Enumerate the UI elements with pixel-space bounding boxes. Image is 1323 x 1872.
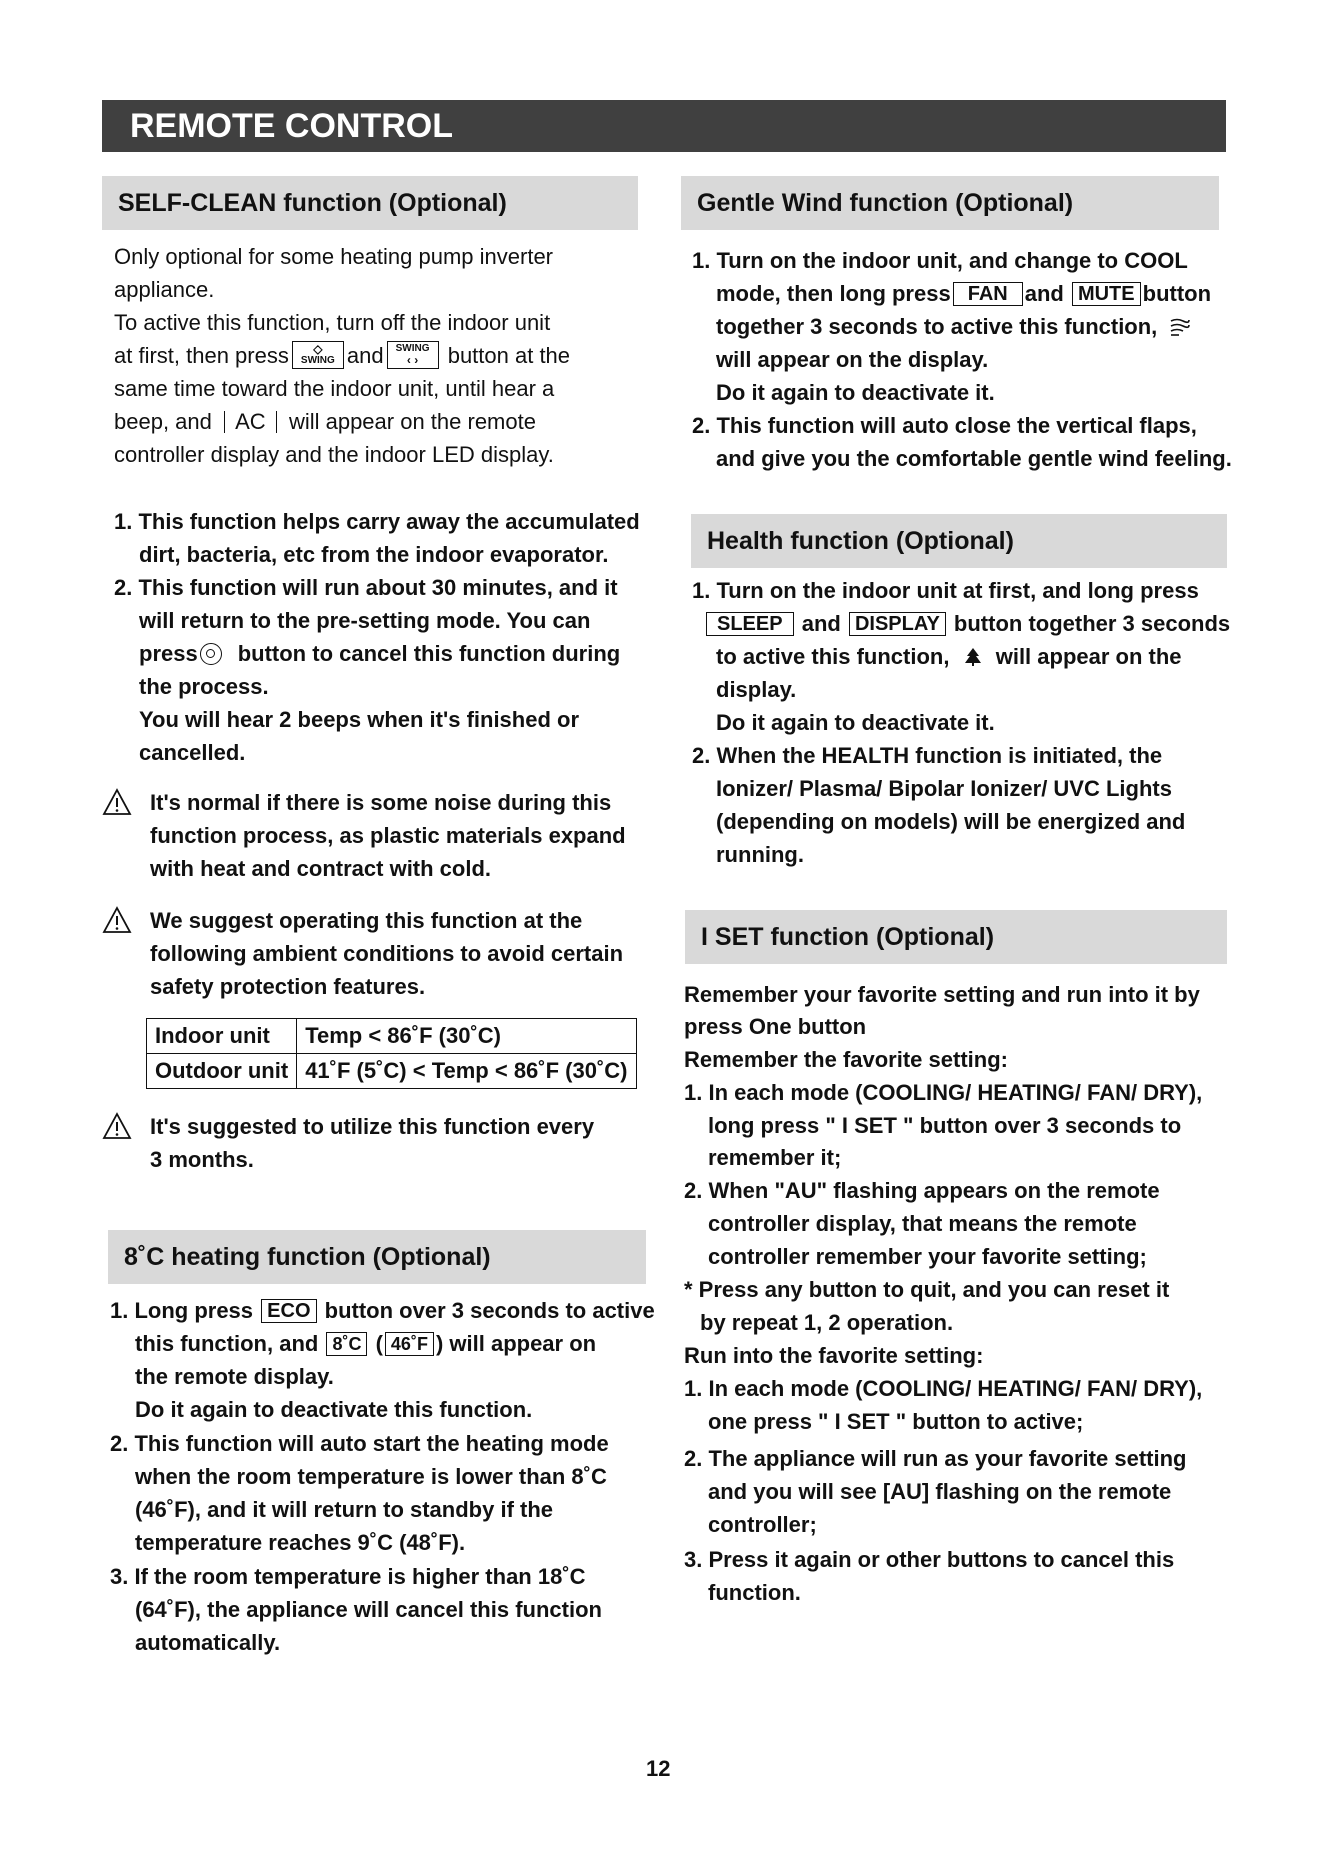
- heating-8c-line-3: the remote display.: [135, 1364, 334, 1389]
- 8c-display-symbol: 8˚C: [326, 1332, 367, 1356]
- health-line-9: running.: [716, 842, 804, 867]
- self-clean-intro-3: To active this function, turn off the indoor unit: [114, 310, 551, 335]
- text: will appear on the: [995, 644, 1182, 669]
- health-line-7: Ionizer/ Plasma/ Bipolar Ionizer/ UVC Lights: [716, 776, 1172, 801]
- iset-line-5: long press " I SET " button over 3 seconds to: [708, 1113, 1182, 1138]
- text: button at the: [447, 343, 571, 368]
- gentle-wind-line-2: [716, 277, 1211, 310]
- text: at first, then press: [114, 343, 289, 368]
- mute-button-label: MUTE: [1072, 282, 1141, 306]
- table-cell: Outdoor unit: [147, 1054, 297, 1089]
- self-clean-line-5: same time toward the indoor unit, until hear a: [114, 376, 555, 401]
- health-line-3: [716, 640, 1182, 673]
- text: button over 3 seconds to active: [324, 1298, 655, 1323]
- heating-8c-line-1: [110, 1294, 655, 1327]
- gentle-wind-line-6: 2. This function will auto close the vertical flaps,: [692, 413, 1197, 438]
- power-button-icon: [200, 643, 222, 665]
- table-cell: Indoor unit: [147, 1019, 297, 1054]
- health-tree-icon: [964, 647, 982, 667]
- self-clean-intro-1: Only optional for some heating pump inverter: [114, 244, 554, 269]
- iset-line-18: 3. Press it again or other buttons to cancel this: [684, 1547, 1175, 1572]
- display-button-label: DISPLAY: [849, 612, 946, 636]
- iset-line-4: 1. In each mode (COOLING/ HEATING/ FAN/ DRY),: [684, 1080, 1203, 1105]
- warning-1-line-3: with heat and contract with cold.: [150, 856, 492, 881]
- text: to active this function,: [716, 644, 950, 669]
- self-clean-item-1b: dirt, bacteria, etc from the indoor evaporator.: [139, 542, 609, 567]
- iset-line-19: function.: [708, 1580, 801, 1605]
- text: 1. Long press: [110, 1298, 254, 1323]
- gentle-wind-line-1: 1. Turn on the indoor unit, and change to COOL: [692, 248, 1188, 273]
- iset-line-9: controller remember your favorite setting;: [708, 1244, 1147, 1269]
- iset-line-15: 2. The appliance will run as your favorite setting: [684, 1446, 1187, 1471]
- text: and: [1024, 281, 1064, 306]
- warning-3-line-1: It's suggested to utilize this function every: [150, 1114, 595, 1139]
- heating-8c-line-5: 2. This function will auto start the heating mode: [110, 1431, 609, 1456]
- heating-8c-line-6: when the room temperature is lower than 8˚C: [135, 1464, 607, 1489]
- iset-heading: I SET function (Optional): [685, 910, 1227, 964]
- iset-line-6: remember it;: [708, 1145, 842, 1170]
- warning-triangle-icon: [102, 788, 132, 816]
- heating-8c-line-2: this function, and 8˚C ( 46˚F ) will appear on: [135, 1331, 597, 1356]
- gentle-wind-line-7: and give you the comfortable gentle wind feeling.: [716, 446, 1232, 471]
- iset-line-7: 2. When "AU" flashing appears on the remote: [684, 1178, 1160, 1203]
- gentle-wind-icon: [1169, 317, 1191, 337]
- iset-line-16: and you will see [AU] flashing on the remote: [708, 1479, 1172, 1504]
- self-clean-item-2b: will return to the pre-setting mode. You can: [139, 608, 591, 633]
- eco-button-label: ECO: [261, 1299, 316, 1323]
- self-clean-item-2: 2. This function will run about 30 minutes, and it: [114, 575, 618, 600]
- text: will appear on: [449, 1331, 597, 1356]
- text: beep, and: [114, 409, 212, 434]
- warning-3-line-2: 3 months.: [150, 1147, 254, 1172]
- ac-display-symbol: AC: [224, 411, 277, 433]
- health-line-4: display.: [716, 677, 797, 702]
- health-line-2: [704, 607, 1230, 640]
- gentle-wind-line-4: will appear on the display.: [716, 347, 989, 372]
- health-line-6: 2. When the HEALTH function is initiated, the: [692, 743, 1163, 768]
- gentle-wind-heading: Gentle Wind function (Optional): [681, 176, 1219, 230]
- text: this function, and: [135, 1331, 319, 1356]
- iset-line-13: 1. In each mode (COOLING/ HEATING/ FAN/ DRY),: [684, 1376, 1203, 1401]
- text: and: [801, 611, 841, 636]
- self-clean-item-2f: cancelled.: [139, 740, 246, 765]
- heating-8c-line-11: automatically.: [135, 1630, 281, 1655]
- swing-left-right-button-icon: SWING ‹ ›: [387, 341, 439, 369]
- fan-button-label: FAN: [953, 282, 1023, 306]
- iset-line-14: one press " I SET " button to active;: [708, 1409, 1084, 1434]
- iset-line-3: Remember the favorite setting:: [684, 1047, 1008, 1072]
- warning-2-line-3: safety protection features.: [150, 974, 426, 999]
- heating-8c-line-9: 3. If the room temperature is higher than 18˚C: [110, 1564, 586, 1589]
- heating-8c-line-8: temperature reaches 9˚C (48˚F).: [135, 1530, 466, 1555]
- text: mode, then long press: [716, 281, 951, 306]
- table-cell: 41˚F (5˚C) < Temp < 86˚F (30˚C): [297, 1054, 636, 1089]
- iset-line-1: Remember your favorite setting and run into it by: [684, 982, 1200, 1007]
- text: press: [139, 641, 198, 666]
- iset-line-2: press One button: [684, 1014, 867, 1039]
- gentle-wind-line-5: Do it again to deactivate it.: [716, 380, 995, 405]
- iset-line-17: controller;: [708, 1512, 817, 1537]
- table-row: [147, 1019, 637, 1054]
- self-clean-item-1: 1. This function helps carry away the accumulated: [114, 509, 640, 534]
- text: and: [346, 343, 384, 368]
- text: will appear on the remote: [288, 409, 536, 434]
- self-clean-heading: SELF-CLEAN function (Optional): [102, 176, 638, 230]
- table-cell: Temp < 86˚F (30˚C): [297, 1019, 636, 1054]
- health-line-5: Do it again to deactivate it.: [716, 710, 995, 735]
- warning-triangle-icon: [102, 906, 132, 934]
- 46f-display-symbol: 46˚F: [385, 1332, 434, 1356]
- iset-line-12: Run into the favorite setting:: [684, 1343, 984, 1368]
- heating-8c-line-7: (46˚F), and it will return to standby if the: [135, 1497, 554, 1522]
- heating-8c-heading: 8˚C heating function (Optional): [108, 1230, 646, 1284]
- iset-line-8: controller display, that means the remote: [708, 1211, 1137, 1236]
- self-clean-item-2d: the process.: [139, 674, 269, 699]
- self-clean-line-6: [114, 405, 536, 438]
- warning-2-line-1: We suggest operating this function at the: [150, 908, 583, 933]
- table-row: [147, 1054, 637, 1089]
- gentle-wind-line-3: [716, 310, 1191, 343]
- page-number: 12: [646, 1756, 671, 1781]
- text: button: [1142, 281, 1212, 306]
- text: button together 3 seconds: [953, 611, 1231, 636]
- text: together 3 seconds to active this function,: [716, 314, 1158, 339]
- warning-2-line-2: following ambient conditions to avoid certain: [150, 941, 624, 966]
- heating-8c-line-10: (64˚F), the appliance will cancel this function: [135, 1597, 602, 1622]
- health-line-1: 1. Turn on the indoor unit at first, and long press: [692, 578, 1199, 603]
- health-heading: Health function (Optional): [691, 514, 1227, 568]
- iset-line-11: by repeat 1, 2 operation.: [700, 1310, 954, 1335]
- swing-up-down-button-icon: ◇ SWING: [292, 341, 344, 369]
- self-clean-line-7: controller display and the indoor LED display.: [114, 442, 554, 467]
- sleep-button-label: SLEEP: [706, 612, 794, 636]
- self-clean-intro-2: appliance.: [114, 277, 215, 302]
- warning-1-line-1: It's normal if there is some noise during this: [150, 790, 612, 815]
- iset-line-10: * Press any button to quit, and you can reset it: [684, 1277, 1170, 1302]
- text: button to cancel this function during: [237, 641, 621, 666]
- warning-1-line-2: function process, as plastic materials expand: [150, 823, 626, 848]
- self-clean-item-2c: [139, 637, 620, 670]
- ambient-conditions-table: [146, 1018, 637, 1089]
- self-clean-item-2e: You will hear 2 beeps when it's finished or: [139, 707, 580, 732]
- warning-triangle-icon: [102, 1112, 132, 1140]
- health-line-8: (depending on models) will be energized and: [716, 809, 1186, 834]
- self-clean-line-4: [114, 339, 570, 372]
- page-banner: REMOTE CONTROL: [102, 100, 1226, 152]
- heating-8c-line-4: Do it again to deactivate this function.: [135, 1397, 533, 1422]
